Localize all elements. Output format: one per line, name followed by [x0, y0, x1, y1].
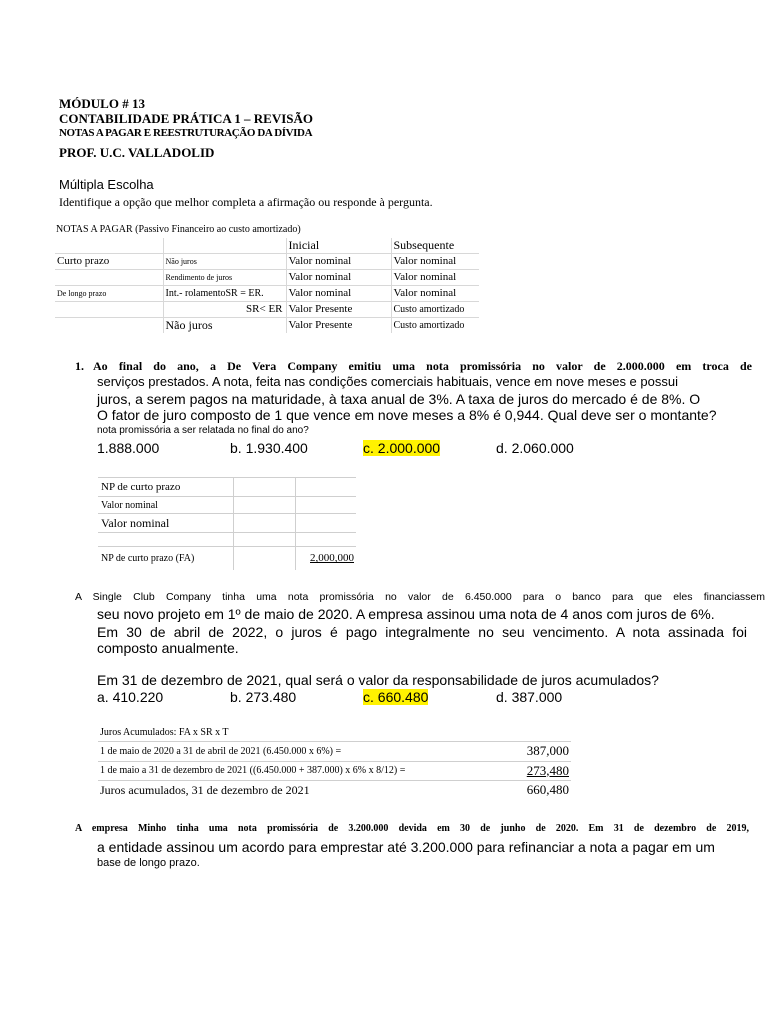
np-table	[98, 477, 356, 570]
juros-table	[98, 724, 571, 800]
table-cell: Rendimento de juros	[163, 270, 286, 286]
table-cell: NP de curto prazo (FA)	[98, 547, 233, 570]
question-text: A empresa Minho tinha uma nota promissória de 3.200.000 devida em 30 de junho de 2020. Em 31 de dezembro de 2019,	[75, 823, 749, 834]
answer-option-d: d. 387.000	[496, 689, 563, 705]
table-cell: Não juros	[163, 254, 286, 270]
notes-table	[55, 238, 479, 333]
answer-option-c-highlighted: c. 2.000.000	[363, 440, 441, 456]
question-text: Em 31 de dezembro de 2021, qual será o valor da responsabilidade de juros acumulados?	[97, 672, 659, 688]
answer-option-d: d. 2.060.000	[496, 440, 574, 456]
section-title: Múltipla Escolha	[59, 177, 154, 192]
table-row	[98, 497, 356, 514]
juros-value: 273,480	[526, 762, 569, 778]
col-header-subsequente: Subsequente	[391, 238, 479, 254]
question-text: O fator de juro composto de 1 que vence em nove meses a 8% é 0,944. Qual deve ser o montante?	[97, 407, 717, 423]
notes-table-title: NOTAS A PAGAR (Passivo Financeiro ao custo amortizado)	[56, 224, 301, 235]
question-text: juros, a serem pagos na maturidade, à taxa anual de 3%. A taxa de juros do mercado é de 8%. O	[97, 391, 701, 407]
table-row	[98, 741, 571, 761]
table-row	[55, 302, 479, 318]
professor-name: PROF. U.C. VALLADOLID	[59, 145, 215, 160]
question-number: 1.	[75, 359, 84, 373]
table-cell: Curto prazo	[55, 254, 163, 270]
table-cell: Juros Acumulados: FA x SR x T	[98, 724, 500, 741]
table-cell: Valor Presente	[286, 302, 391, 318]
answer-option-a: 1.888.000	[97, 440, 160, 456]
table-cell: De longo prazo	[55, 286, 163, 302]
table-row	[98, 533, 356, 547]
question-text: seu novo projeto em 1º de maio de 2020. A empresa assinou uma nota de 4 anos com juros de 6%.	[97, 606, 715, 622]
np-value: 2,000,000	[310, 552, 354, 565]
table-cell: Valor nominal	[98, 497, 233, 514]
table-cell: NP de curto prazo	[98, 478, 233, 497]
table-row	[55, 270, 479, 286]
topic-title: NOTAS A PAGAR E REESTRUTURAÇÃO DA DÍVIDA	[59, 127, 313, 139]
table-cell: Não juros	[163, 318, 286, 334]
question-text: Em 30 de abril de 2022, o juros é pago integralmente no seu vencimento. A nota assinada foi	[97, 624, 747, 640]
question-text: serviços prestados. A nota, feita nas condições comerciais habituais, vence em nove meses e possui	[97, 374, 678, 389]
table-cell: Int.- rolamentoSR = ER.	[163, 286, 286, 302]
question-text: a entidade assinou um acordo para emprestar até 3.200.000 para refinanciar a nota a pagar em um	[97, 839, 715, 855]
table-cell: 1 de maio a 31 de dezembro de 2021 ((6.450.000 + 387.000) x 6% x 8/12) =	[98, 761, 500, 780]
table-cell: Valor nominal	[98, 514, 233, 533]
table-cell: Valor nominal	[286, 286, 391, 302]
table-cell: Valor Presente	[286, 318, 391, 334]
juros-value: 387,000	[500, 741, 571, 761]
table-cell: Valor nominal	[286, 254, 391, 270]
question-text: composto anualmente.	[97, 640, 239, 656]
module-title: MÓDULO # 13	[59, 96, 145, 111]
table-row	[55, 318, 479, 334]
table-row	[98, 724, 571, 741]
table-cell: Valor nominal	[391, 270, 479, 286]
question-text: base de longo prazo.	[97, 857, 200, 869]
question-text: nota promissória a ser relatada no final do ano?	[97, 425, 309, 436]
juros-value: 660,480	[500, 780, 571, 800]
course-title: CONTABILIDADE PRÁTICA 1 – REVISÃO	[59, 111, 314, 126]
answer-option-b: b. 273.480	[230, 689, 297, 705]
section-instruction: Identifique a opção que melhor completa a afirmação ou responde à pergunta.	[59, 195, 433, 209]
table-row	[98, 514, 356, 533]
table-cell: Valor nominal	[391, 254, 479, 270]
table-cell: SR< ER	[163, 302, 286, 318]
question-text: A Single Club Company tinha uma nota promissória no valor de 6.450.000 para o banco para que eles financiassem	[75, 591, 765, 603]
table-cell: Juros acumulados, 31 de dezembro de 2021	[100, 782, 310, 797]
table-cell: Custo amortizado	[393, 320, 465, 331]
table-cell: 1 de maio de 2020 a 31 de abril de 2021 (6.450.000 x 6%) =	[98, 741, 500, 761]
answer-option-b: b. 1.930.400	[230, 440, 308, 456]
answer-option-c-highlighted: c. 660.480	[363, 689, 429, 705]
table-row	[98, 761, 571, 780]
question-text: Ao final do ano, a De Vera Company emitiu uma nota promissória no valor de 2.000.000 em troca de	[93, 359, 752, 373]
table-cell: Custo amortizado	[391, 302, 479, 318]
table-cell: Valor nominal	[286, 270, 391, 286]
table-row	[98, 547, 356, 570]
table-row	[55, 238, 479, 254]
answer-option-a: a. 410.220	[97, 689, 164, 705]
table-row	[98, 780, 571, 800]
table-row	[98, 478, 356, 497]
col-header-inicial: Inicial	[286, 238, 391, 254]
table-row	[55, 254, 479, 270]
table-cell: Valor nominal	[391, 286, 479, 302]
table-row	[55, 286, 479, 302]
